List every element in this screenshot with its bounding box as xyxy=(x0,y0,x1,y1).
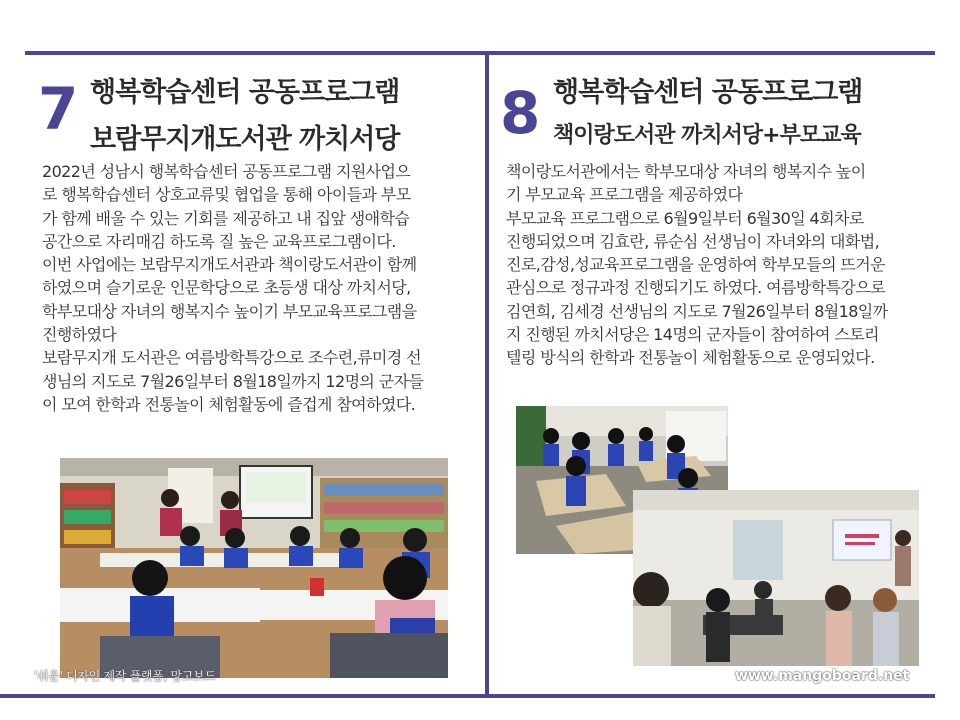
body-line: 이 모여 한학과 전통놀이 체험활동에 즐겁게 참여하였다. xyxy=(42,394,416,414)
body-line: 학부모대상 자녀의 행복지수 높이기 부모교육프로그램을 xyxy=(42,301,417,321)
section-title-line1: 행복학습센터 공동프로그램 xyxy=(553,77,863,108)
section-title-line1: 행복학습센터 공동프로그램 xyxy=(90,77,400,108)
parent-education-photo xyxy=(633,490,919,666)
section-body xyxy=(42,160,472,416)
section-title-line2: 책이랑도서관 까치서당+부모교육 xyxy=(553,123,861,148)
bottom-divider xyxy=(0,694,935,698)
section-body xyxy=(506,160,931,370)
center-divider xyxy=(485,51,489,698)
body-line: 부모교육 프로그램으로 6월9일부터 6월30일 4회차로 xyxy=(506,208,864,228)
body-line: 책이랑도서관에서는 학부모대상 자녀의 행복지수 높이 xyxy=(506,162,866,181)
top-divider xyxy=(25,51,935,55)
body-line: 2022년 성남시 행복학습센터 공동프로그램 지원사업으 xyxy=(42,162,411,181)
body-line: 텔링 방식의 한학과 전통놀이 체험활동으로 운영되었다. xyxy=(506,348,875,368)
body-line: 하였으며 슬기로운 인문학당으로 초등생 대상 까치서당, xyxy=(42,278,411,298)
body-line: 지 진행된 까치서당은 14명의 군자들이 참여하여 스토리 xyxy=(506,325,879,345)
body-line: 진행하였다 xyxy=(42,325,117,345)
body-line: 보람무지개 도서관은 여름방학특강으로 조수련,류미경 선 xyxy=(42,348,421,368)
body-line: 김연희, 김세경 선생님의 지도로 7월26일부터 8월18일까 xyxy=(506,301,888,321)
section-title-line2: 보람무지개도서관 까치서당 xyxy=(90,124,400,155)
watermark-left: '쉬운' 디자인 제작 플랫폼, 망고보드 xyxy=(34,669,216,683)
body-line: 진로,감성,성교육프로그램을 운영하여 학부모들의 뜨거운 xyxy=(506,255,885,275)
section-number: 7 xyxy=(38,75,77,143)
body-line: 기 부모교육 프로그램을 제공하였다 xyxy=(506,185,743,205)
body-line: 생님의 지도로 7월26일부터 8월18일까지 12명의 군자들 xyxy=(42,371,424,391)
body-line: 이번 사업에는 보람무지개도서관과 책이랑도서관이 함께 xyxy=(42,255,417,275)
body-line: 관심으로 정규과정 진행되기도 하였다. 여름방학특강으로 xyxy=(506,278,885,298)
classroom-photo xyxy=(60,458,448,678)
body-line: 공간으로 자리매김 하도록 질 높은 교육프로그램이다. xyxy=(42,231,396,251)
body-line: 가 함께 배울 수 있는 기회를 제공하고 내 집앞 생애학습 xyxy=(42,208,410,228)
body-line: 로 행복학습센터 상호교류및 협업을 통해 아이들과 부모 xyxy=(42,185,411,205)
section-number: 8 xyxy=(500,79,539,147)
body-line: 진행되었으며 김효란, 류순심 선생님이 자녀와의 대화법, xyxy=(506,231,880,251)
watermark-right: www.mangoboard.net xyxy=(735,668,910,684)
